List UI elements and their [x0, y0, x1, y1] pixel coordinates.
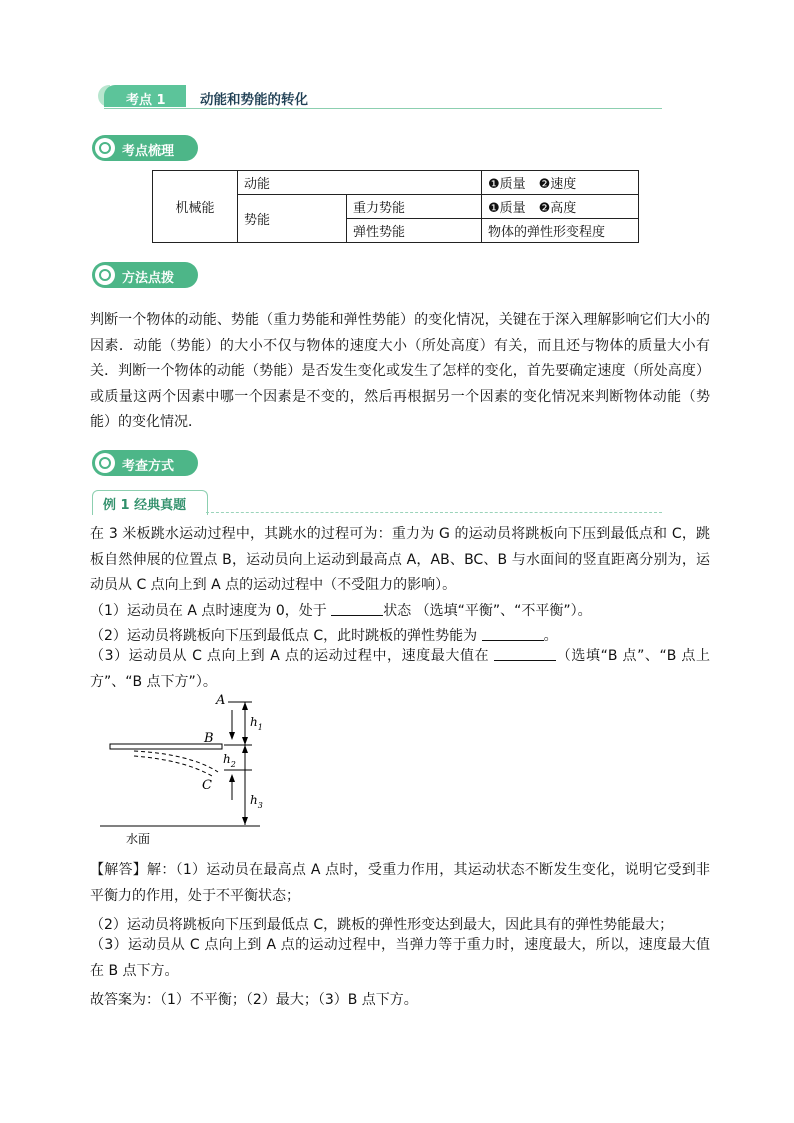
method-paragraph: 判断一个物体的动能、势能（重力势能和弹性势能）的变化情况，关键在于深入理解影响它们大小的因素．动能（势能）的大小不仅与物体的速度大小（所处高度）有关，而且还与物体的质量大小有关．判断一个物体的动能（势能）是否发生变化或发生了怎样的变化，首先要确定速度（所处高度）或质量这两个因素中哪一个因素是不变的，然后再根据另一个因素的变化情况来判断物体动能（势能）的变化情况．: [90, 312, 710, 430]
h2-subscript: 2: [230, 760, 236, 769]
section-method-pill: [92, 262, 198, 288]
elastic-cell: 弹性势能: [347, 219, 482, 243]
section-review-label: 考点梳理: [122, 144, 175, 159]
question-1-options: 状态 （选填“平衡”、“不平衡”）。: [383, 603, 592, 619]
gravitational-factors-cell: ❶质量 ❷高度: [482, 195, 639, 219]
bent-board-upper: [134, 751, 218, 772]
answer-blank-2[interactable]: [482, 626, 544, 641]
arrow-down-icon: [242, 817, 248, 825]
arrow-up-icon: [242, 702, 248, 710]
section-review-pill: [92, 135, 198, 161]
h1-subscript: 1: [257, 723, 263, 732]
example-stem: 在 3 米板跳水运动过程中，其跳水的过程可为：重力为 G 的运动员将跳板向下压到最低点和 C，跳板自然伸展的位置点 B，运动员向上运动到最高点 A，AB、BC、B 与水面间的竖直距离分别为，运动员从 C 点向上到 A 点的运动过程中（不受阻力的影响）。: [90, 526, 710, 593]
h3-label: [250, 793, 263, 810]
arrow-up-icon: [242, 745, 248, 753]
water-label: 水面: [126, 832, 151, 846]
mechanical-energy-table: [152, 170, 639, 243]
question-1-text: （1）运动员在 A 点时速度为 0，处于: [90, 603, 332, 619]
h1-letter: h: [250, 715, 258, 729]
h3-subscript: 3: [257, 801, 263, 810]
example-tab-label: 例 1 经典真题: [103, 498, 187, 513]
section-method-label: 方法点拨: [122, 271, 175, 286]
example-tab: [92, 490, 208, 515]
h3-letter: h: [250, 793, 258, 807]
h1-label: [250, 715, 263, 732]
question-1: [90, 600, 592, 620]
target-icon: [95, 453, 115, 473]
answer-blank-1[interactable]: [331, 601, 383, 616]
h2-label: [223, 752, 236, 769]
answer-part-2: （2）运动员将跳板向下压到最低点 C，跳板的弹性形变达到最大，因此具有的弹性势能最大；: [90, 917, 674, 933]
point-b-label: B: [204, 731, 214, 746]
question-2: [90, 625, 558, 645]
topic-tab-label: 考点 1: [126, 93, 166, 108]
target-icon: [95, 138, 115, 158]
point-c-label: C: [202, 778, 212, 793]
arrow-down-icon: [229, 732, 235, 740]
kinetic-cell: 动能: [238, 171, 482, 195]
h2-letter: h: [223, 752, 231, 766]
target-icon: [95, 265, 115, 285]
topic-title: 动能和势能的转化: [200, 92, 308, 108]
question-3: [90, 644, 710, 695]
topic-header: [104, 85, 662, 109]
question-2-text: （2）运动员将跳板向下压到最低点 C，此时跳板的弹性势能为: [90, 628, 482, 644]
section-exam-pill: [92, 450, 198, 476]
question-3-text: （3）运动员从 C 点向上到 A 点的运动过程中，速度最大值在: [90, 648, 495, 664]
mechanical-energy-cell: 机械能: [153, 171, 238, 243]
kinetic-factors-cell: ❶质量 ❷速度: [482, 171, 639, 195]
topic-underline: [104, 108, 662, 109]
answer-blank-3[interactable]: [494, 646, 556, 661]
arrow-down-icon: [242, 737, 248, 745]
question-3-options: （选填“B 点”、“B 点上方”、“B 点下方”）。: [90, 648, 710, 690]
potential-cell: 势能: [238, 195, 347, 243]
answer-part-1: 【解答】解：（1）运动员在最高点 A 点时，受重力作用，其运动状态不断发生变化，说明它受到非平衡力的作用，处于不平衡状态；: [90, 862, 710, 904]
gravitational-cell: 重力势能: [347, 195, 482, 219]
section-exam-label: 考查方式: [122, 459, 175, 474]
example-divider: [206, 512, 662, 513]
point-a-label: A: [216, 693, 226, 708]
elastic-factors-cell: 物体的弹性形变程度: [482, 219, 639, 243]
final-answer: 故答案为：（1）不平衡；（2）最大；（3）B 点下方。: [90, 992, 418, 1008]
question-2-end: 。: [543, 628, 558, 644]
answer-part-3: （3）运动员从 C 点向上到 A 点的运动过程中，当弹力等于重力时，速度最大，所以，速度最大值在 B 点下方。: [90, 937, 710, 979]
arrow-up-icon: [229, 774, 235, 782]
bent-board-lower: [134, 756, 212, 776]
diving-board-diagram: [100, 690, 280, 860]
